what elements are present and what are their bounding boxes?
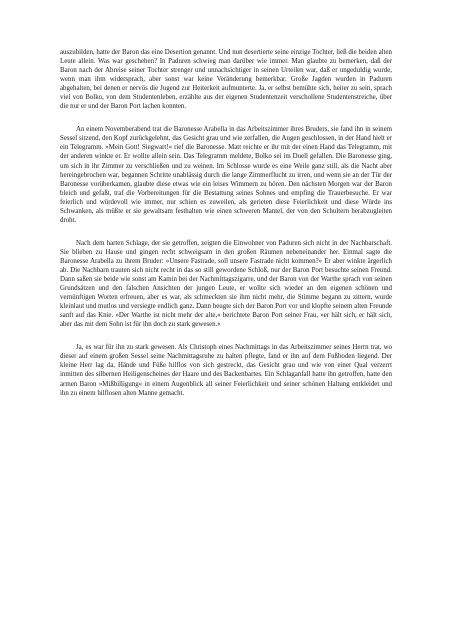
document-page xyxy=(60,48,392,608)
paragraph-gap xyxy=(60,111,392,125)
paragraph-2: An einem Novemberabend trat die Baronesse Arabella in das Arbeitszimmer ihres Bruders, sie fand ihn in seinem Sessel sitzend, den Kopf zurückgelehnt, das Gesicht grau und wie zerfallen, die Augen geschlossen, in der Hand hielt er ein Telegramm. »Mein Gott! Siegwart!« rief die Baronesse. Matt reichte er ihr mit der einen Hand das Telegramm, mit der anderen winkte er. Er wollte allein sein. Das Telegramm meldete, Bolko sei im Duell gefallen. Die Baronesse ging, um sich in ihr Zimmer zu verschließen und zu weinen. Im Schlosse wurde es eine Weile ganz still, als die Nacht aber hereingebrochen war, begannen Schritte unablässig durch die lange Zimmerflucht zu irren, und wenn sie an der Tür der Baronesse vorüberkamen, glaubte diese etwas wie ein leises Wimmern zu hören. Den nächsten Morgen war der Baron bleich und gefaßt, traf die Vorbereitungen für die Bestattung seines Sohnes und empfing die Trauerbesuche. Er war feierlich und würdevoll wie immer, nur schien es zuweilen, als gerieten diese Feierlichkeit und diese Würde ins Schwanken, als müßte er sie gewaltsam festhalten wie einen schweren Mantel, der von den Schultern herabzugleiten droht. xyxy=(60,126,392,224)
paragraph-3: Nach dem harten Schlage, der sie getroffen, zeigten die Einwohner von Paduren sich nicht in der Nachbarschaft. Sie blieben zu Hause und gingen recht schweigsam in den großen Räumen nebeneinander her. Einmal sagte die Baronesse Arabella zu ihrem Bruder: »Unsere Fastrade, soll unsere Fastrade nicht kommen?« Er aber winkte ärgerlich ab. Die Nachbarn trauten sich nicht recht in das so still gewordene Schloß, nur der Baron Port besuchte seinen Freund. Dann saßen sie beide wie sonst am Kamin bei der Nachmittagszigarre, und der Baron von der Warthe sprach von seinen Grundsätzen und den falschen Ansichten der jungen Leute, er wollte sich wieder an den eigenen schönen und vernünftigen Worten erfreuen, aber es war, als schmeckten sie ihm nicht mehr, die Stimme begann zu zittern, wurde kleinlaut und mutlos und versiegte endlich ganz. Dann beugte sich der Baron Port vor und klopfte seinem alten Freunde sanft auf das Knie. »Der Warthe ist nicht mehr der alte,« berichtete Baron Port seiner Frau, »er hält sich, er hält sich, aber das mit dem Sohn ist für ihn doch zu stark gewesen.« xyxy=(60,239,392,329)
paragraph-gap xyxy=(60,329,392,343)
paragraph-1: auszubilden, hatte der Baron das eine Desertion genannt. Und nun desertierte seine einzige Tochter, ließ die beiden alten Leute allein. Was war geschehen? In Paduren schwieg man darüber wie immer. Man glaubte zu bemerken, daß der Baron nach der Abreise seiner Tochter strenger und unnachsichtiger in seinen Urteilen war, daß er ungeduldig wurde, wenn man ihm widersprach, aber sonst war keine Veränderung bemerkbar. Große Jagden wurden in Paduren abgehalten, bei denen er nervös die Jugend zur Heiterkeit aufmunterte. Ja, er selbst bemühte sich, heiter zu sein, sprach viel von Bolko, von dem Studentenleben, erzählte aus der eigenen Studentenzeit verschollene Studentenstreiche, über die nur er und der Baron Port lachen konnten. xyxy=(60,49,392,111)
paragraph-4: Ja, es war für ihn zu stark gewesen. Als Christoph eines Nachmittags in das Arbeitszimmer seines Herrn trat, wo dieser auf einem großen Sessel seine Nachmittagsruhe zu halten pflegte, fand er ihn auf dem Fußboden liegend. Der kleine Herr lag da, Hände und Füße hilflos von sich gestreckt, das Gesicht grau und wie von einer Qual verzerrt inmitten des silbernen Heiligenscheines der Haare und des Backenbartes. Ein Schlaganfall hatte ihn getroffen, hatte den armen Baron »Mißbilligung« in einem Augenblick all seiner Feierlichkeit und seiner schönen Haltung entkleidet und ihn zu einem hilflosen alten Manne gemacht. xyxy=(60,344,392,397)
paragraph-gap xyxy=(60,225,392,239)
